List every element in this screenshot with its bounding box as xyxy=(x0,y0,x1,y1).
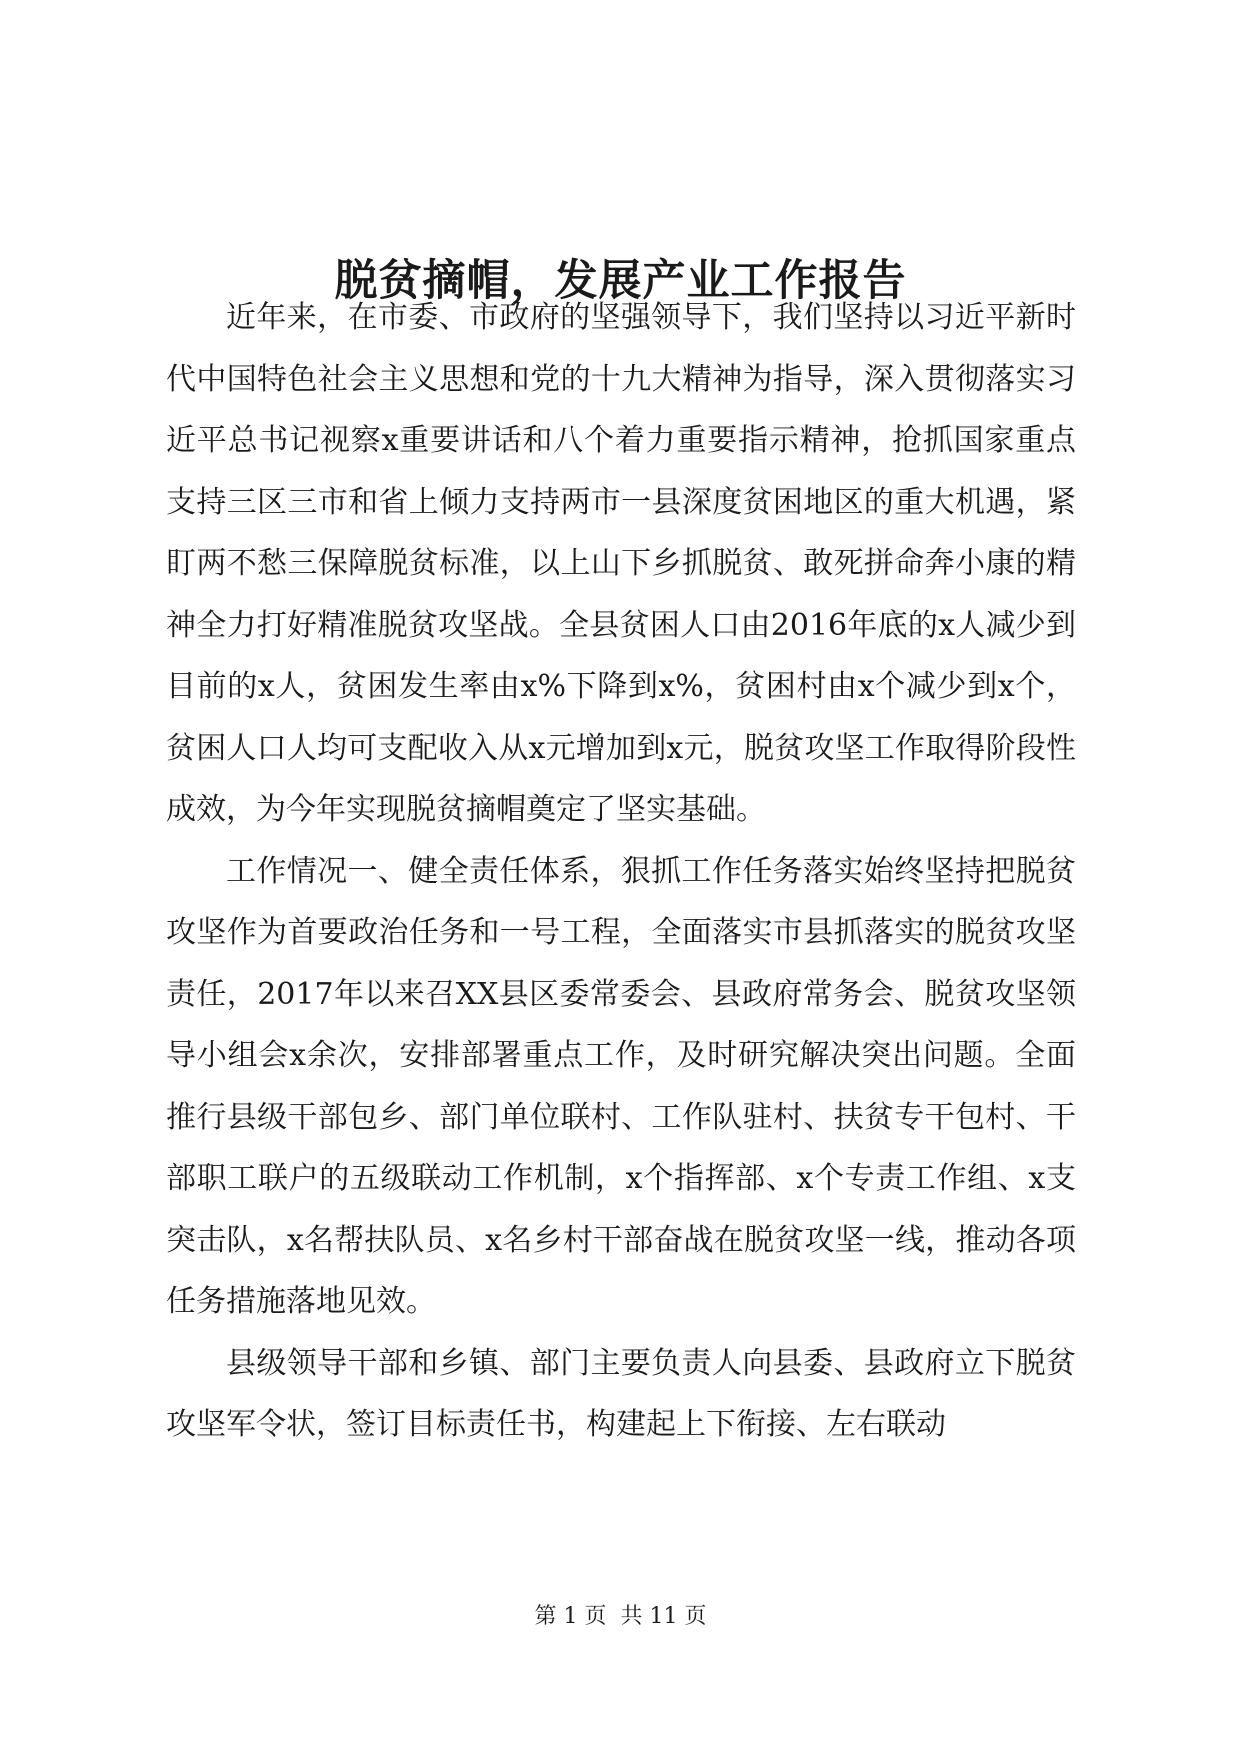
page-footer xyxy=(0,1602,1241,1632)
document-body xyxy=(166,287,1076,1456)
paragraph-responsibility-system: 工作情况一、健全责任体系，狠抓工作任务落实始终坚持把脱贫攻坚作为首要政治任务和一号工程，全面落实市县抓落实的脱贫攻坚责任，2017年以来召XX县区委常委会、县政府常务会、脱贫攻坚领导小组会x余次，安排部署重点工作，及时研究解决突出问题。全面推行县级干部包乡、部门单位联村、工作队驻村、扶贫专干包村、干部职工联户的五级联动工作机制，x个指挥部、x个专责工作组、x支突击队，x名帮扶队员、x名乡村干部奋战在脱贫攻坚一线，推动各项任务措施落地见效。 xyxy=(166,853,1076,1319)
paragraph-leaders-pledge: 县级领导干部和乡镇、部门主要负责人向县委、县政府立下脱贫攻坚军令状，签订目标责任书，构建起上下衔接、左右联动 xyxy=(166,1345,1076,1442)
document-title: 脱贫摘帽，发展产业工作报告 xyxy=(334,255,907,306)
page-number: 第 1 页 共 11 页 xyxy=(534,1604,707,1629)
paragraph-intro: 近年来，在市委、市政府的坚强领导下，我们坚持以习近平新时代中国特色社会主义思想和党的十九大精神为指导，深入贯彻落实习近平总书记视察x重要讲话和八个着力重要指示精神，抢抓国家重点支持三区三市和省上倾力支持两市一县深度贫困地区的重大机遇，紧盯两不愁三保障脱贫标准，以上山下乡抓脱贫、敢死拼命奔小康的精神全力打好精准脱贫攻坚战。全县贫困人口由2016年底的x人减少到目前的x人，贫困发生率由x%下降到x%，贫困村由x个减少到x个，贫困人口人均可支配收入从x元增加到x元，脱贫攻坚工作取得阶段性成效，为今年实现脱贫摘帽奠定了坚实基础。 xyxy=(166,300,1076,827)
